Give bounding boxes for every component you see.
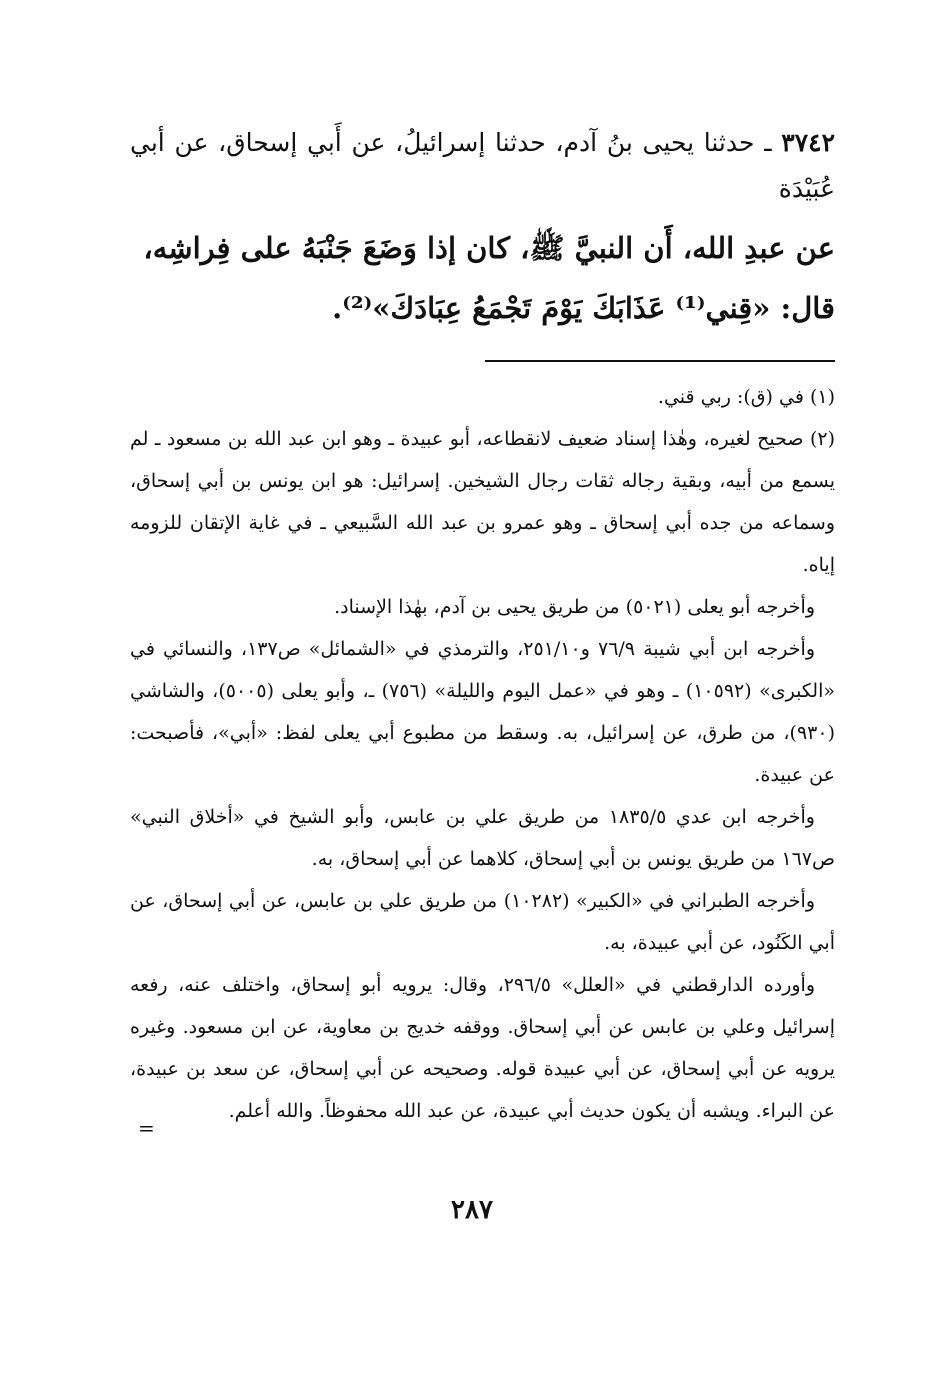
- page-number: ٢٨٧: [451, 1195, 493, 1225]
- footnotes: [130, 376, 835, 1132]
- hadith-isnad-text: ـ حدثنا يحيى بنُ آدم، حدثنا إسرائيلُ، عن أَبي إسحاق، عن أبي عُبَيْدَة: [130, 128, 835, 203]
- hadith-matn-line-1: عن عبدِ الله، أَن النبيَّ ﷺ، كان إذا وَضَعَ جَنْبَهُ على فِراشِه،: [143, 231, 835, 265]
- footnote-para-5: وأورده الدارقطني في «العلل» ٢٩٦/٥، وقال: يرويه أبو إسحاق، واختلف عنه، رفعه إسرائيل وعلي بن عابس عن أبي إسحاق. ووقفه خديج بن معاوية، عن ابن مسعود. وغيره يرويه عن أبي إسحاق، عن أبي عبيدة قوله. وصحيحه عن أبي إسحاق، عن سعد بن عبيدة، عن البراء. ويشبه أن يكون حديث أبي عبيدة، عن عبد الله محفوظاً. والله أعلم.: [130, 974, 835, 1122]
- footnote-separator-row: [130, 338, 835, 376]
- footnote-para-4: وأخرجه الطبراني في «الكبير» (١٠٢٨٢) من طريق علي بن عابس، عن أبي إسحاق، عن أبي الكَنُود، عن أبي عبيدة، به.: [130, 890, 835, 954]
- hadith-matn-line-2: قال: «قِني⁽¹⁾ عَذَابَكَ يَوْمَ تَجْمَعُ عِبَادَكَ»⁽²⁾.: [332, 291, 835, 325]
- continuation-mark: =: [138, 1116, 155, 1140]
- hadith-isnad: [130, 120, 835, 212]
- footnote-2: (٢) صحيح لغيره، وهٰذا إسناد ضعيف لانقطاعه، أبو عبيدة ـ وهو ابن عبد الله بن مسعود ـ لم يسمع من أبيه، وبقية رجاله ثقات رجال الشيخين. إسرائيل: هو ابن يونس بن أبي إسحاق، وسماعه من جده أبي إسحاق ـ وهو عمرو بن عبد الله السَّبيعي ـ في غاية الإتقان للزومه إياه.: [130, 428, 835, 576]
- hadith-matn: [130, 218, 835, 338]
- page-content: [130, 120, 835, 1132]
- footnote-para-1: وأخرجه أبو يعلى (٥٠٢١) من طريق يحيى بن آدم، بهٰذا الإسناد.: [334, 596, 815, 618]
- footnote-separator: [485, 360, 835, 362]
- hadith-number: ٣٧٤٢: [781, 128, 835, 157]
- footnote-para-3: وأخرجه ابن عدي ١٨٣٥/٥ من طريق علي بن عابس، وأبو الشيخ في «أخلاق النبي» ص١٦٧ من طريق يونس بن أبي إسحاق، كلاهما عن أبي إسحاق، به.: [130, 806, 835, 870]
- footnote-para-2: وأخرجه ابن أبي شيبة ٧٦/٩ و٢٥١/١٠، والترمذي في «الشمائل» ص١٣٧، والنسائي في «الكبرى» (١٠٥٩٢) ـ وهو في «عمل اليوم والليلة» (٧٥٦) ـ، وأبو يعلى (٥٠٠٥)، والشاشي (٩٣٠)، من طرق، عن إسرائيل، به. وسقط من مطبوع أبي يعلى لفظ: «أبي»، فأصبحت: عن عبيدة.: [130, 638, 835, 786]
- footnote-1: (١) في (ق): ربي قني.: [657, 386, 835, 408]
